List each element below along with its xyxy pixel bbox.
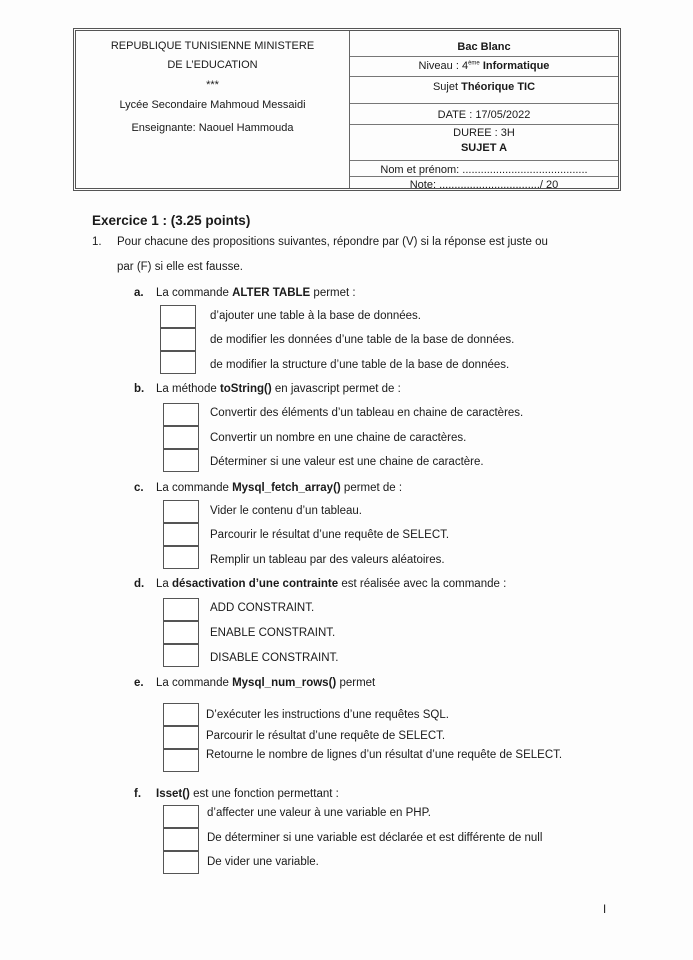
- prompt-keyword: ALTER TABLE: [232, 287, 311, 299]
- section-letter: e.: [134, 677, 144, 689]
- option-text: Convertir un nombre en une chaine de caractères.: [210, 432, 467, 444]
- prompt-keyword: Mysql_num_rows(): [232, 677, 337, 689]
- option-text: de modifier les données d’une table de la base de données.: [210, 334, 515, 346]
- question-line-1: Pour chacune des propositions suivantes, répondre par (V) si la réponse est juste ou: [117, 236, 548, 248]
- exercise-title: Exercice 1 : (3.25 points): [92, 213, 251, 228]
- prompt-keyword: Mysql_fetch_array(): [232, 482, 341, 494]
- exam-type: Bac Blanc: [457, 41, 511, 53]
- option-text: Remplir un tableau par des valeurs aléatoires.: [210, 554, 445, 566]
- answer-checkbox[interactable]: [160, 305, 196, 328]
- section-letter: d.: [134, 578, 145, 590]
- prompt-text: La: [156, 578, 172, 590]
- prompt-text: est une fonction permettant :: [189, 788, 339, 800]
- option-text: Déterminer si une valeur est une chaine de caractère.: [210, 456, 484, 468]
- level-value: Informatique: [482, 60, 550, 72]
- level: [350, 60, 618, 72]
- section-prompt: [156, 383, 401, 395]
- answer-checkbox[interactable]: [160, 351, 196, 374]
- prompt-text: permet: [336, 677, 376, 689]
- header-table: [73, 28, 621, 191]
- answer-checkbox[interactable]: [163, 703, 199, 726]
- exam-date: DATE : 17/05/2022: [437, 109, 531, 121]
- question-line-2: par (F) si elle est fausse.: [117, 261, 243, 273]
- answer-checkbox[interactable]: [163, 828, 199, 851]
- option-text: ADD CONSTRAINT.: [210, 602, 315, 614]
- answer-checkbox[interactable]: [163, 644, 199, 667]
- answer-checkbox[interactable]: [163, 523, 199, 546]
- option-text: d’ajouter une table à la base de données.: [210, 310, 421, 322]
- section-prompt: [156, 287, 356, 299]
- option-text: De déterminer si une variable est déclarée et est différente de null: [207, 832, 543, 844]
- section-letter: c.: [134, 482, 144, 494]
- prompt-text: en javascript permet de :: [271, 383, 401, 395]
- answer-checkbox[interactable]: [163, 500, 199, 523]
- level-label: Niveau : 4: [418, 60, 469, 72]
- name-field: Nom et prénom: .........................................: [380, 164, 588, 176]
- section-prompt: [156, 788, 339, 800]
- grade-field: Note: ................................./ 20: [409, 179, 559, 191]
- prompt-text: La commande: [156, 287, 233, 299]
- subject-pre: Sujet: [432, 81, 462, 93]
- section-prompt: [156, 677, 375, 689]
- option-text: Vider le contenu d’un tableau.: [210, 505, 362, 517]
- answer-checkbox[interactable]: [163, 546, 199, 569]
- subject-variant: SUJET A: [460, 142, 508, 154]
- duration: DUREE : 3H: [453, 127, 515, 139]
- answer-checkbox[interactable]: [163, 598, 199, 621]
- answer-checkbox[interactable]: [163, 749, 199, 772]
- prompt-text: La commande: [156, 482, 233, 494]
- option-text: D’exécuter les instructions d’une requêtes SQL.: [206, 709, 449, 721]
- prompt-keyword: toString(): [219, 383, 272, 395]
- school-name: Lycée Secondaire Mahmoud Messaidi: [119, 99, 306, 111]
- answer-checkbox[interactable]: [163, 851, 199, 874]
- teacher-name: Enseignante: Naouel Hammouda: [131, 122, 294, 134]
- answer-checkbox[interactable]: [163, 449, 199, 472]
- option-text: DISABLE CONSTRAINT.: [210, 652, 339, 664]
- prompt-keyword: Isset(): [156, 788, 190, 800]
- page-number: I: [603, 904, 607, 916]
- section-prompt: [156, 482, 402, 494]
- level-sup: ème: [468, 60, 480, 67]
- question-number: 1.: [92, 236, 102, 248]
- prompt-text: La commande: [156, 677, 233, 689]
- answer-checkbox[interactable]: [163, 621, 199, 644]
- subject: [350, 81, 618, 93]
- section-letter: b.: [134, 383, 145, 395]
- prompt-keyword: désactivation d’une contrainte: [172, 578, 339, 590]
- prompt-text: permet de :: [340, 482, 403, 494]
- answer-checkbox[interactable]: [163, 805, 199, 828]
- prompt-text: La méthode: [156, 383, 220, 395]
- option-text: de modifier la structure d’une table de la base de données.: [210, 359, 510, 371]
- option-text: ENABLE CONSTRAINT.: [210, 627, 336, 639]
- prompt-text: est réalisée avec la commande :: [338, 578, 507, 590]
- answer-checkbox[interactable]: [163, 426, 199, 449]
- answer-checkbox[interactable]: [163, 403, 199, 426]
- option-text: Retourne le nombre de lignes d’un résultat d’une requête de SELECT.: [206, 749, 563, 761]
- republic-text: REPUBLIQUE TUNISIENNE MINISTERE: [110, 40, 315, 52]
- stars: ***: [206, 79, 219, 91]
- section-letter: f.: [134, 788, 142, 800]
- ministry-text: DE L’EDUCATION: [167, 59, 258, 71]
- subject-title: Théorique TIC: [461, 81, 536, 93]
- section-letter: a.: [134, 287, 144, 299]
- answer-checkbox[interactable]: [163, 726, 199, 749]
- option-text: Parcourir le résultat d’une requête de SELECT.: [210, 529, 450, 541]
- prompt-text: permet :: [310, 287, 356, 299]
- option-text: De vider une variable.: [207, 856, 319, 868]
- option-text: d’affecter une valeur à une variable en PHP.: [207, 807, 431, 819]
- option-text: Convertir des éléments d’un tableau en chaine de caractères.: [210, 407, 524, 419]
- answer-checkbox[interactable]: [160, 328, 196, 351]
- section-prompt: [156, 578, 506, 590]
- option-text: Parcourir le résultat d’une requête de SELECT.: [206, 730, 446, 742]
